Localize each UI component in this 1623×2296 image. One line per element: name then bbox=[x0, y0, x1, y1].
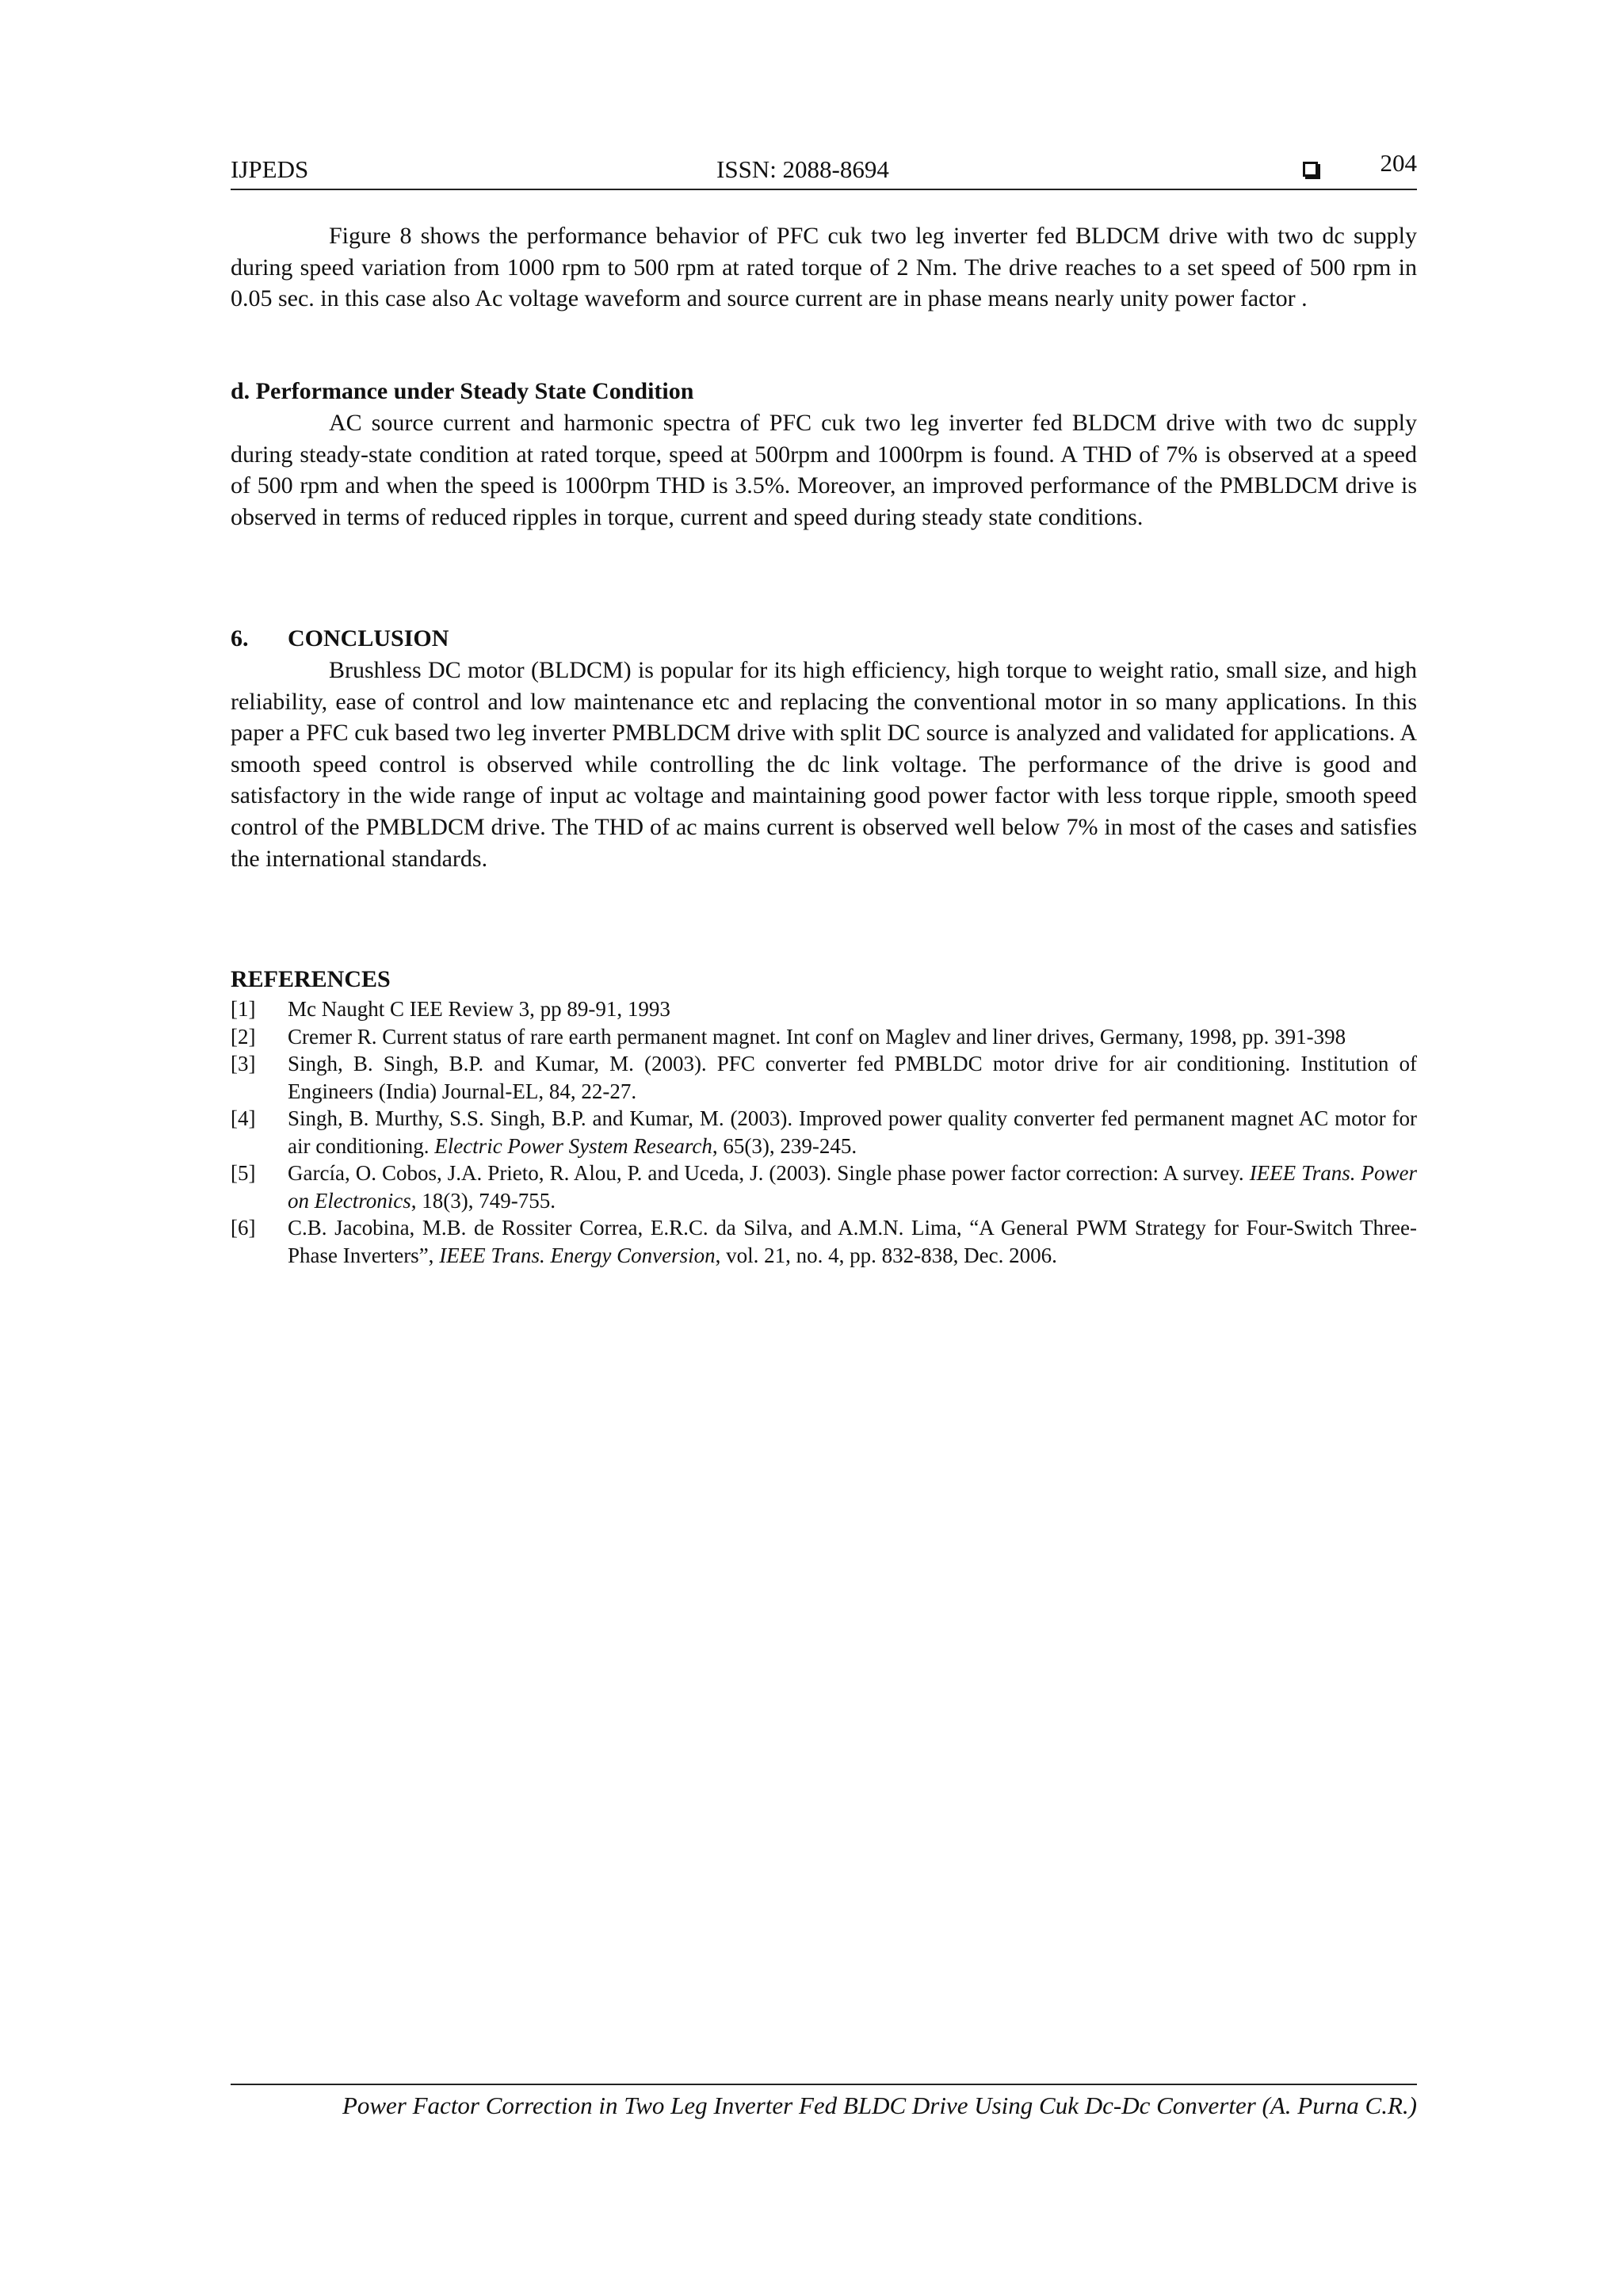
reference-list bbox=[231, 995, 1417, 1269]
subsection-d-title: d. Performance under Steady State Condition bbox=[231, 378, 694, 404]
reference-item bbox=[231, 1023, 1417, 1051]
reference-number: [5] bbox=[231, 1161, 256, 1185]
reference-item bbox=[231, 1050, 1417, 1105]
square-bullet-icon bbox=[1303, 162, 1318, 177]
reference-tail: , vol. 21, no. 4, pp. 832-838, Dec. 2006. bbox=[715, 1243, 1057, 1267]
reference-journal: Electric Power System Research bbox=[434, 1133, 712, 1158]
subsection-d-body: AC source current and harmonic spectra of PFC cuk two leg inverter fed BLDCM drive with two dc supply during steady-state condition at rated torque, speed at 500rpm and 1000rpm is found. A THD of 7% is observed at a speed of 500 rpm and when the speed is 1000rpm THD is 3.5%. Moreover, an improved performance of the PMBLDCM drive is observed in terms of reduced ripples in torque, current and speed during steady state conditions. bbox=[231, 410, 1417, 530]
reference-journal: IEEE Trans. Power on Electronics bbox=[288, 1161, 1417, 1213]
reference-tail: , 18(3), 749-755. bbox=[411, 1188, 556, 1213]
reference-text: Singh, B. Singh, B.P. and Kumar, M. (2003). PFC converter fed PMBLDC motor drive for air conditioning. Institution of Engineers (India) Journal-EL, 84, 22-27. bbox=[288, 1052, 1417, 1103]
reference-text: García, O. Cobos, J.A. Prieto, R. Alou, P. and Uceda, J. (2003). Single phase power factor correction: A survey. bbox=[288, 1161, 1250, 1185]
reference-item bbox=[231, 995, 1417, 1023]
reference-number: [6] bbox=[231, 1216, 256, 1240]
journal-name: IJPEDS bbox=[231, 155, 309, 183]
reference-item bbox=[231, 1105, 1417, 1159]
conclusion-heading bbox=[231, 623, 449, 655]
conclusion-title: CONCLUSION bbox=[288, 625, 449, 651]
reference-number: [4] bbox=[231, 1106, 256, 1130]
reference-journal: IEEE Trans. Energy Conversion bbox=[439, 1243, 716, 1267]
reference-text: Cremer R. Current status of rare earth permanent magnet. Int conf on Maglev and liner drives, Germany, 1998, pp. 391-398 bbox=[288, 1024, 1346, 1049]
reference-tail: , 65(3), 239-245. bbox=[712, 1133, 857, 1158]
page-footer: Power Factor Correction in Two Leg Inverter Fed BLDC Drive Using Cuk Dc-Dc Converter (A. Purna C.R.) bbox=[231, 2084, 1417, 2122]
reference-text: Mc Naught C IEE Review 3, pp 89-91, 1993 bbox=[288, 997, 670, 1021]
conclusion-number: 6. bbox=[231, 625, 249, 651]
references-title: REFERENCES bbox=[231, 966, 391, 992]
reference-number: [3] bbox=[231, 1052, 256, 1075]
issn-label: ISSN: 2088-8694 bbox=[716, 155, 889, 183]
reference-number: [1] bbox=[231, 997, 256, 1021]
reference-text: Singh, B. Murthy, S.S. Singh, B.P. and Kumar, M. (2003). Improved power quality converter fed permanent magnet AC motor for air conditioning. bbox=[288, 1106, 1417, 1158]
reference-item bbox=[231, 1214, 1417, 1269]
reference-item bbox=[231, 1159, 1417, 1214]
paragraph-figure-8: Figure 8 shows the performance behavior of PFC cuk two leg inverter fed BLDCM drive with two dc supply during speed variation from 1000 rpm to 500 rpm at rated torque of 2 Nm. The drive reaches to a set speed of 500 rpm in 0.05 sec. in this case also Ac voltage waveform and source current are in phase means nearly unity power factor . bbox=[231, 223, 1417, 312]
page-number: 204 bbox=[1380, 149, 1417, 177]
conclusion-body: Brushless DC motor (BLDCM) is popular for its high efficiency, high torque to weight ratio, small size, and high reliability, ease of control and low maintenance etc and replacing the conventional motor in so many applications. In this paper a PFC cuk based two leg inverter PMBLDCM drive with split DC source is analyzed and validated for applications. A smooth speed control is observed while controlling the dc link voltage. The performance of the drive is good and satisfactory in the wide range of input ac voltage and maintaining good power factor with less torque ripple, smooth speed control of the PMBLDCM drive. The THD of ac mains current is observed well below 7% in most of the cases and satisfies the international standards. bbox=[231, 657, 1417, 872]
reference-number: [2] bbox=[231, 1024, 256, 1049]
reference-text: C.B. Jacobina, M.B. de Rossiter Correa, E.R.C. da Silva, and A.M.N. Lima, “A General PWM Strategy for Four-Switch Three-Phase Inverters”, bbox=[288, 1216, 1417, 1267]
page-header bbox=[231, 149, 1417, 190]
